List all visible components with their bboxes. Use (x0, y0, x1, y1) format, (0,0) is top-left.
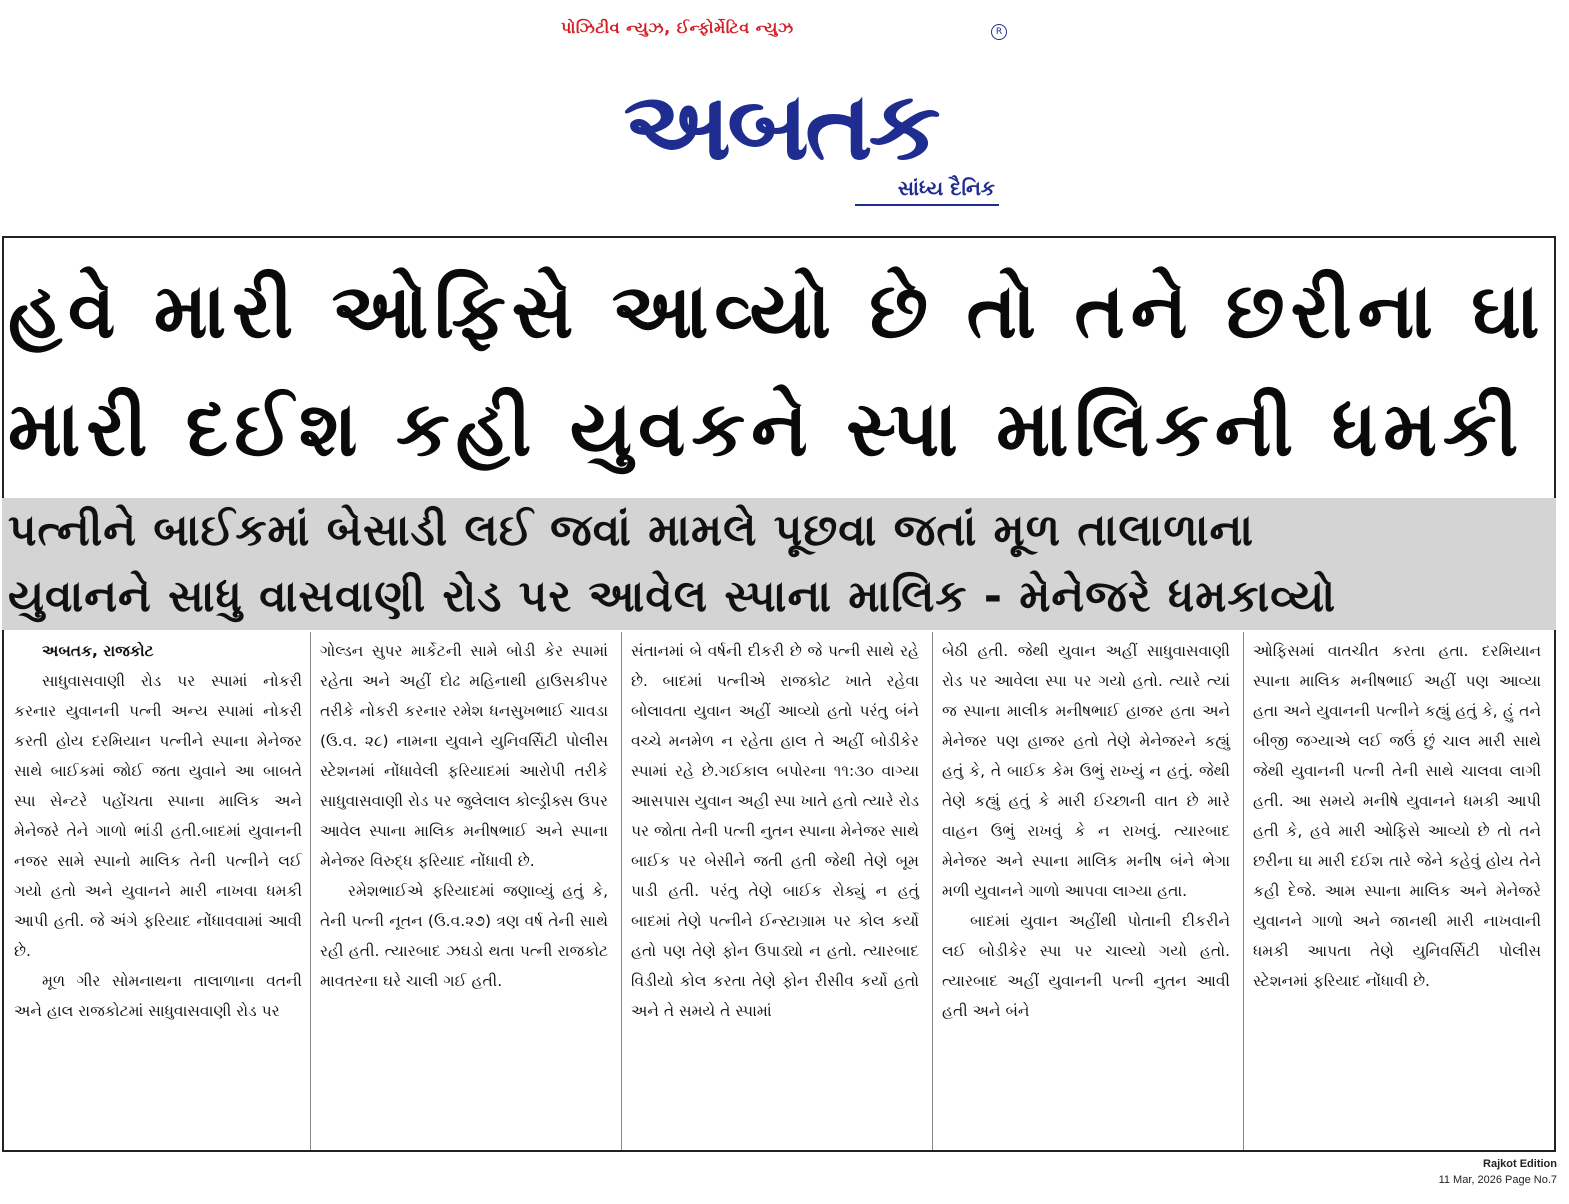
column-divider (1243, 632, 1244, 1150)
column-divider (932, 632, 933, 1150)
headline-line-2: મારી દઈશ કહી યુવકને સ્પા માલિકની ધમકી (8, 384, 1525, 473)
subheadline (2, 498, 1556, 630)
logo-text: અબતક (623, 71, 937, 182)
masthead-subtitle: સાંધ્ય દૈનિક (897, 176, 995, 200)
column-divider (621, 632, 622, 1150)
article-column-1 (8, 632, 308, 1150)
paragraph: ઓફિસમાં વાતચીત કરતા હતા. દરમિયાન સ્પાના માલિક મનીષભાઈ અહીં પણ આવ્યા હતા અને યુવાનની પત્નીને કહ્યું હતું કે, હું તને બીજી જગ્યાએ લઈ જઉં છું ચાલ મારી સાથે જેથી યુવાનની પત્ની તેની સાથે ચાલવા લાગી હતી. આ સમયે મનીષે યુવાનને ધમકી આપી હતી કે, હવે મારી ઓફિસે આવ્યો છે તો તને છરીના ઘા મારી દઈશ તારે જેને કહેવું હોય તેને કહી દેજે. આમ સ્પાના માલિક અને મેનેજરે યુવાનને ગાળો અને જાનથી મારી નાખવાની ધમકી આપતા તેણે યુનિવર્સિટી પોલીસ સ્ટેશનમાં ફરિયાદ નોંધાવી છે. (1253, 642, 1541, 990)
article-column-3 (625, 632, 925, 1150)
headline (8, 252, 1548, 488)
article-column-4 (936, 632, 1236, 1150)
subheadline-line-2: યુવાનને સાધુ વાસવાણી રોડ પર આવેલ સ્પાના માલિક - મેનેજરે ધમકાવ્યો (8, 571, 1337, 622)
paragraph: સાધુવાસવાણી રોડ પર સ્પામાં નોકરી કરનાર યુવાનની પત્ની અન્ય સ્પામાં નોકરી કરતી હોય દરમિયાન પત્નીને સ્પાના મેનેજર સાથે બાઈકમાં જોઈ જતા યુવાને આ બાબતે સ્પા સેન્ટરે પહોંચતા સ્પાના માલિક અને મેનેજરે તેને ગાળો ભાંડી હતી.બાદમાં યુવાનની નજર સામે સ્પાનો માલિક તેની પત્નીને લઈ ગયો હતો અને યુવાનને મારી નાખવા ધમકી આપી હતી. જે અંગે ફરિયાદ નોંધાવવામાં આવી છે. (14, 672, 302, 960)
masthead-tagline: પોઝિટીવ ન્યુઝ, ઈન્ફોર્મેટિવ ન્યુઝ (561, 18, 794, 37)
registered-mark: R (991, 24, 1007, 40)
article-column-5 (1247, 632, 1547, 1150)
paragraph: બેઠી હતી. જેથી યુવાન અહીં સાધુવાસવાણી રોડ પર આવેલા સ્પા પર ગયો હતો. ત્યારે ત્યાં જ સ્પાના માલીક મનીષભાઈ હાજર હતા અને મેનેજર પણ હાજર હતો તેણે મેનેજરને કહ્યું હતું કે, તે બાઈક કેમ ઉભું રાખ્યું ન હતું. જેથી તેણે કહ્યું હતું કે મારી ઈચ્છાની વાત છે મારે વાહન ઉભું રાખવું કે ન રાખવું. ત્યારબાદ મેનેજર અને સ્પાના માલિક મનીષ બંને ભેગા મળી યુવાનને ગાળો આપવા લાગ્યા હતા. (942, 642, 1230, 900)
date-page-label: 11 Mar, 2026 Page No.7 (1438, 1174, 1557, 1186)
page-footer (1439, 1156, 1557, 1188)
newspaper-logo (555, 44, 1010, 182)
masthead (555, 18, 1015, 208)
paragraph: મૂળ ગીર સોમનાથના તાલાળાના વતની અને હાલ રાજકોટમાં સાધુવાસવાણી રોડ પર (14, 972, 302, 1020)
paragraph: રમેશભાઈએ ફરિયાદમાં જણાવ્યું હતું કે, તેની પત્ની નૂતન (ઉ.વ.૨૭) ત્રણ વર્ષ તેની સાથે રહી હતી. ત્યારબાદ ઝઘડો થતા પત્ની રાજકોટ માવતરના ઘરે ચાલી ગઈ હતી. (320, 882, 608, 990)
article-body (2, 632, 1556, 1150)
subheadline-line-1: પત્નીને બાઈકમાં બેસાડી લઈ જવાં મામલે પૂછવા જતાં મૂળ તાલાળાના (8, 505, 1255, 556)
paragraph: સંતાનમાં બે વર્ષની દીકરી છે જે પત્ની સાથે રહે છે. બાદમાં પત્નીએ રાજકોટ ખાતે રહેવા બોલાવતા યુવાન અહીં આવ્યો હતો પરંતુ બંને વચ્ચે મનમેળ ન રહેતા હાલ તે અહીં બોડીકેર સ્પામાં રહે છે.ગઈકાલ બપોરના ૧૧:૩૦ વાગ્યા આસપાસ યુવાન અહી સ્પા ખાતે હતો ત્યારે રોડ પર જોતા તેની પત્ની નુતન સ્પાના મેનેજર સાથે બાઈક પર બેસીને જતી હતી જેથી તેણે બૂમ પાડી હતી. પરંતુ તેણે બાઈક રોક્યું ન હતું બાદમાં તેણે પત્નીને ઈન્સ્ટાગ્રામ પર કોલ કર્યો હતો પણ તેણે ફોન ઉપાડ્યો ન હતો. ત્યારબાદ વિડીયો કોલ કરતા તેણે ફોન રીસીવ કર્યો હતો અને તે સમયે તે સ્પામાં (631, 642, 919, 1020)
headline-line-1: હવે મારી ઓફિસે આવ્યો છે તો તને છરીના ઘા (8, 266, 1546, 355)
column-divider (310, 632, 311, 1150)
dateline: અબતક, રાજકોટ (42, 642, 154, 660)
paragraph: ગોલ્ડન સુપર માર્કેટની સામે બોડી કેર સ્પામાં રહેતા અને અહીં દોઢ મહિનાથી હાઉસકીપર તરીકે નોકરી કરનાર રમેશ ધનસુખભાઈ ચાવડા (ઉ.વ. ૨૮) નામના યુવાને યુનિવર્સિટી પોલીસ સ્ટેશનમાં નોંધાવેલી ફરિયાદમાં આરોપી તરીકે સાધુવાસવાણી રોડ પર જુલેલાલ કોલ્ડ્રીક્સ ઉપર આવેલ સ્પાના માલિક મનીષભાઈ અને સ્પાના મેનેજર વિરુદ્ધ ફરિયાદ નોંધાવી છે. (320, 642, 608, 870)
article-column-2 (314, 632, 614, 1150)
paragraph: બાદમાં યુવાન અહીંથી પોતાની દીકરીને લઈ બોડીકેર સ્પા પર ચાલ્યો ગયો હતો. ત્યારબાદ અહીં યુવાનની પત્ની નુતન આવી હતી અને બંને (942, 912, 1230, 1020)
edition-label: Rajkot Edition (1483, 1158, 1557, 1170)
masthead-rule (855, 204, 999, 206)
